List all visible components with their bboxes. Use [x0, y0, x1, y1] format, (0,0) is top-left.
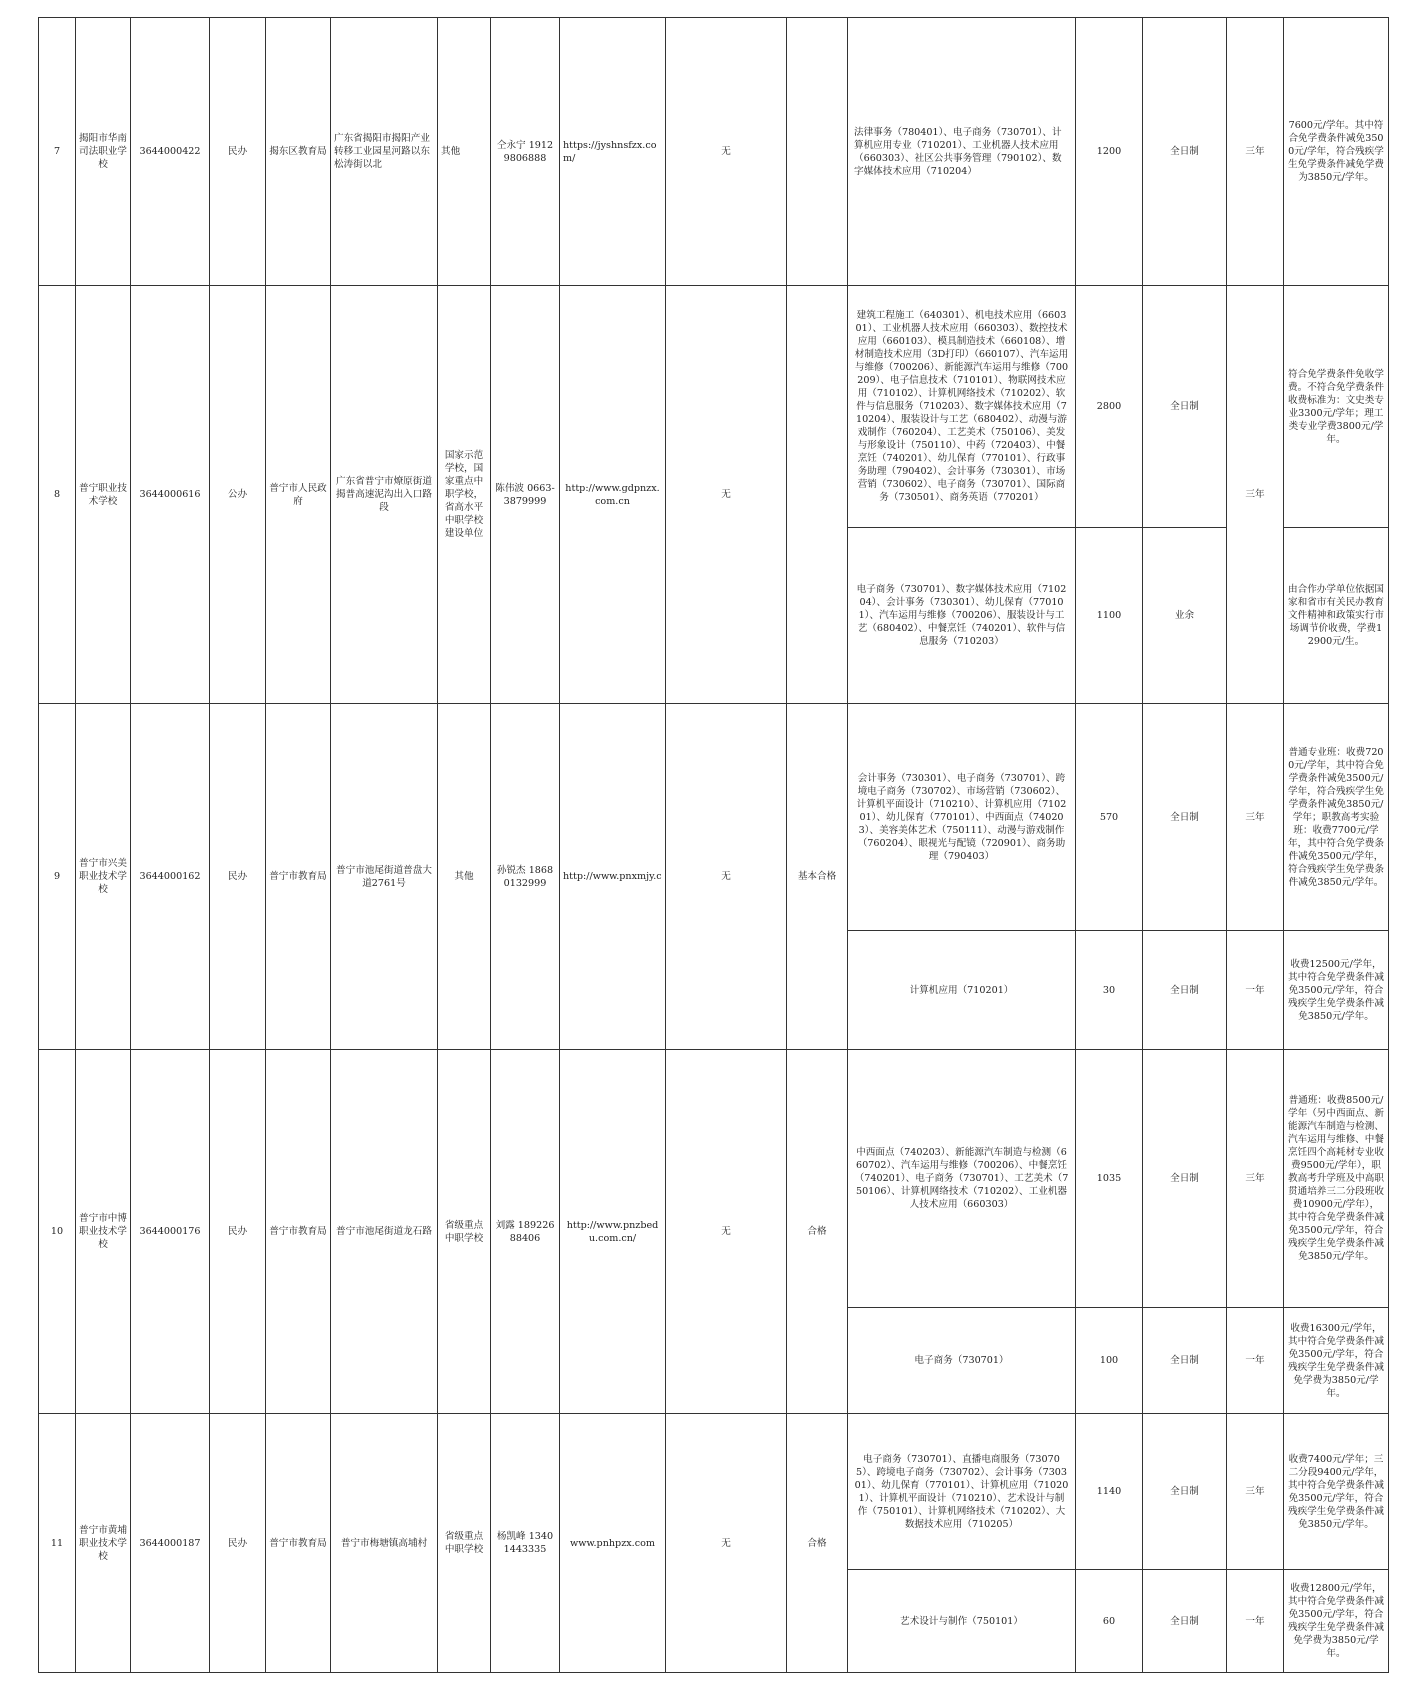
- enroll-plan: 2800: [1076, 286, 1143, 528]
- fee: 由合作办学单位依据国家和省市有关民办教育文件精神和政策实行市场调节价收费，学费12900元/生。: [1284, 528, 1389, 704]
- cooperation: 无: [666, 1050, 787, 1414]
- cooperation: 无: [666, 704, 787, 1050]
- honor: 省级重点中职学校: [438, 1050, 491, 1414]
- study-years: 一年: [1227, 931, 1284, 1050]
- enroll-plan: 1100: [1076, 528, 1143, 704]
- majors: 中西面点（740203）、新能源汽车制造与检测（660702）、汽车运用与维修（700206）、中餐烹饪（740201）、电子商务（730701）、工艺美术（750106）、计算机网络技术（710202）、工业机器人技术应用（660303）: [848, 1050, 1076, 1308]
- evaluation: 基本合格: [787, 704, 848, 1050]
- website: http://www.pnzbedu.com.cn/: [560, 1050, 666, 1414]
- school-code: 3644000616: [131, 286, 210, 704]
- contact: 杨凯峰 13401443335: [491, 1414, 560, 1673]
- study-mode: 全日制: [1143, 931, 1227, 1050]
- address: 普宁市池尾街道普盘大道2761号: [331, 704, 438, 1050]
- enroll-plan: 30: [1076, 931, 1143, 1050]
- table-row: [39, 1414, 1389, 1570]
- fee: 7600元/学年。其中符合免学费条件减免3500元/学年，符合残疾学生免学费条件减免学费为3850元/学年。: [1284, 18, 1389, 286]
- school-type: 民办: [210, 18, 266, 286]
- study-mode: 业余: [1143, 528, 1227, 704]
- enroll-plan: 1140: [1076, 1414, 1143, 1570]
- evaluation: [787, 286, 848, 704]
- school-code: 3644000187: [131, 1414, 210, 1673]
- school-name: 揭阳市华南司法职业学校: [76, 18, 131, 286]
- study-mode: 全日制: [1143, 1050, 1227, 1308]
- fee: 收费16300元/学年，其中符合免学费条件减免3500元/学年，符合残疾学生免学费条件减免学费为3850元/学年。: [1284, 1308, 1389, 1414]
- school-type: 民办: [210, 704, 266, 1050]
- school-name: 普宁市中博职业技术学校: [76, 1050, 131, 1414]
- school-name: 普宁市兴美职业技术学校: [76, 704, 131, 1050]
- study-mode: 全日制: [1143, 704, 1227, 931]
- enroll-plan: 1035: [1076, 1050, 1143, 1308]
- authority: 普宁市教育局: [266, 1414, 331, 1673]
- school-name: 普宁职业技术学校: [76, 286, 131, 704]
- study-mode: 全日制: [1143, 1308, 1227, 1414]
- authority: 普宁市教育局: [266, 1050, 331, 1414]
- enroll-plan: 570: [1076, 704, 1143, 931]
- address: 广东省揭阳市揭阳产业转移工业园星河路以东松涛街以北: [331, 18, 438, 286]
- school-enrollment-table: [38, 17, 1389, 1673]
- cooperation: 无: [666, 18, 787, 286]
- fee: 普通专业班：收费7200元/学年，其中符合免学费条件减免3500元/学年，符合残疾学生免学费条件减免3850元/学年；职教高考实验班：收费7700元/学年，其中符合免学费条件减免3500元/学年，符合残疾学生免学费条件减免3850元/学年。: [1284, 704, 1389, 931]
- website: http://www.gdpnzx.com.cn: [560, 286, 666, 704]
- row-number: 9: [39, 704, 76, 1050]
- study-mode: 全日制: [1143, 286, 1227, 528]
- majors: 电子商务（730701）、数字媒体技术应用（710204）、会计事务（730301）、幼儿保育（770101）、汽车运用与维修（700206）、服装设计与工艺（680402）、中餐烹饪（740201）、软件与信息服务（710203）: [848, 528, 1076, 704]
- evaluation: [787, 18, 848, 286]
- website: http://www.pnxmjy.c: [560, 704, 666, 1050]
- majors: 会计事务（730301）、电子商务（730701）、跨境电子商务（730702）、市场营销（730602）、计算机平面设计（710210）、计算机应用（710201）、幼儿保育（770101）、中西面点（740203）、美容美体艺术（750111）、动漫与游戏制作（760204）、眼视光与配镜（720901）、商务助理（790403）: [848, 704, 1076, 931]
- fee: 收费7400元/学年；三二分段9400元/学年，其中符合免学费条件减免3500元/学年，符合残疾学生免学费条件减免3850元/学年。: [1284, 1414, 1389, 1570]
- study-years: 一年: [1227, 1308, 1284, 1414]
- study-years: 三年: [1227, 1414, 1284, 1570]
- study-mode: 全日制: [1143, 1570, 1227, 1673]
- authority: 揭东区教育局: [266, 18, 331, 286]
- majors: 电子商务（730701）: [848, 1308, 1076, 1414]
- majors: 电子商务（730701）、直播电商服务（730705）、跨境电子商务（730702）、会计事务（730301）、幼儿保育（770101）、计算机应用（710201）、计算机平面设计（710210）、艺术设计与制作（750101）、计算机网络技术（710202）、大数据技术应用（710205）: [848, 1414, 1076, 1570]
- enroll-plan: 60: [1076, 1570, 1143, 1673]
- study-years: 三年: [1227, 286, 1284, 704]
- honor: 其他: [438, 704, 491, 1050]
- table-row: [39, 286, 1389, 528]
- fee: 收费12500元/学年，其中符合免学费条件减免3500元/学年，符合残疾学生免学费条件减免3850元/学年。: [1284, 931, 1389, 1050]
- row-number: 10: [39, 1050, 76, 1414]
- cooperation: 无: [666, 1414, 787, 1673]
- majors: 建筑工程施工（640301）、机电技术应用（660301）、工业机器人技术应用（660303）、数控技术应用（660103）、模具制造技术（660108）、增材制造技术应用（3D打印）（660107）、汽车运用与维修（700206）、新能源汽车运用与维修（700209）、电子信息技术（710101）、物联网技术应用（710102）、计算机网络技术（710202）、软件与信息服务（710203）、数字媒体技术应用（710204）、服装设计与工艺（680402）、动漫与游戏制作（760204）、工艺美术（750106）、美发与形象设计（750110）、中药（720403）、中餐烹饪（740201）、幼儿保育（770101）、行政事务助理（790402）、会计事务（730301）、市场营销（730602）、电子商务（730701）、国际商务（730501）、商务英语（770201）: [848, 286, 1076, 528]
- website: www.pnhpzx.com: [560, 1414, 666, 1673]
- honor: 国家示范学校，国家重点中职学校，省高水平中职学校建设单位: [438, 286, 491, 704]
- row-number: 7: [39, 18, 76, 286]
- fee: 收费12800元/学年，其中符合免学费条件减免3500元/学年，符合残疾学生免学费条件减免学费为3850元/学年。: [1284, 1570, 1389, 1673]
- enroll-plan: 1200: [1076, 18, 1143, 286]
- majors: 计算机应用（710201）: [848, 931, 1076, 1050]
- school-code: 3644000422: [131, 18, 210, 286]
- school-type: 公办: [210, 286, 266, 704]
- school-code: 3644000162: [131, 704, 210, 1050]
- study-years: 一年: [1227, 1570, 1284, 1673]
- study-years: 三年: [1227, 1050, 1284, 1308]
- address: 普宁市梅塘镇高埔村: [331, 1414, 438, 1673]
- study-mode: 全日制: [1143, 18, 1227, 286]
- school-type: 民办: [210, 1414, 266, 1673]
- fee: 普通班：收费8500元/学年（另中西面点、新能源汽车制造与检测、汽车运用与维修、中餐烹饪四个高耗材专业收费9500元/学年），职教高考升学班及中高职贯通培养三二分段班收费10900元/学年），其中符合免学费条件减免3500元/学年，符合残疾学生免学费条件减免3850元/学年。: [1284, 1050, 1389, 1308]
- contact: 仝永宁 19129806888: [491, 18, 560, 286]
- study-mode: 全日制: [1143, 1414, 1227, 1570]
- honor: 其他: [438, 18, 491, 286]
- row-number: 8: [39, 286, 76, 704]
- table-row: [39, 704, 1389, 931]
- school-name: 普宁市黄埔职业技术学校: [76, 1414, 131, 1673]
- address: 广东省普宁市燎原街道揭普高速泥沟出入口路段: [331, 286, 438, 704]
- study-years: 三年: [1227, 704, 1284, 931]
- evaluation: 合格: [787, 1050, 848, 1414]
- fee: 符合免学费条件免收学费。不符合免学费条件收费标准为：文史类专业3300元/学年；理工类专业学费3800元/学年。: [1284, 286, 1389, 528]
- authority: 普宁市人民政府: [266, 286, 331, 704]
- enroll-plan: 100: [1076, 1308, 1143, 1414]
- authority: 普宁市教育局: [266, 704, 331, 1050]
- school-type: 民办: [210, 1050, 266, 1414]
- table-row: [39, 18, 1389, 286]
- table-row: [39, 1050, 1389, 1308]
- majors: 法律事务（780401）、电子商务（730701）、计算机应用专业（710201）、工业机器人技术应用（660303）、社区公共事务管理（790102）、数字媒体技术应用（710204）: [848, 18, 1076, 286]
- website: https://jyshnsfzx.com/: [560, 18, 666, 286]
- contact: 孙锐杰 18680132999: [491, 704, 560, 1050]
- cooperation: 无: [666, 286, 787, 704]
- school-code: 3644000176: [131, 1050, 210, 1414]
- address: 普宁市池尾街道龙石路: [331, 1050, 438, 1414]
- majors: 艺术设计与制作（750101）: [848, 1570, 1076, 1673]
- honor: 省级重点中职学校: [438, 1414, 491, 1673]
- contact: 刘露 18922688406: [491, 1050, 560, 1414]
- evaluation: 合格: [787, 1414, 848, 1673]
- contact: 陈伟波 0663-3879999: [491, 286, 560, 704]
- study-years: 三年: [1227, 18, 1284, 286]
- row-number: 11: [39, 1414, 76, 1673]
